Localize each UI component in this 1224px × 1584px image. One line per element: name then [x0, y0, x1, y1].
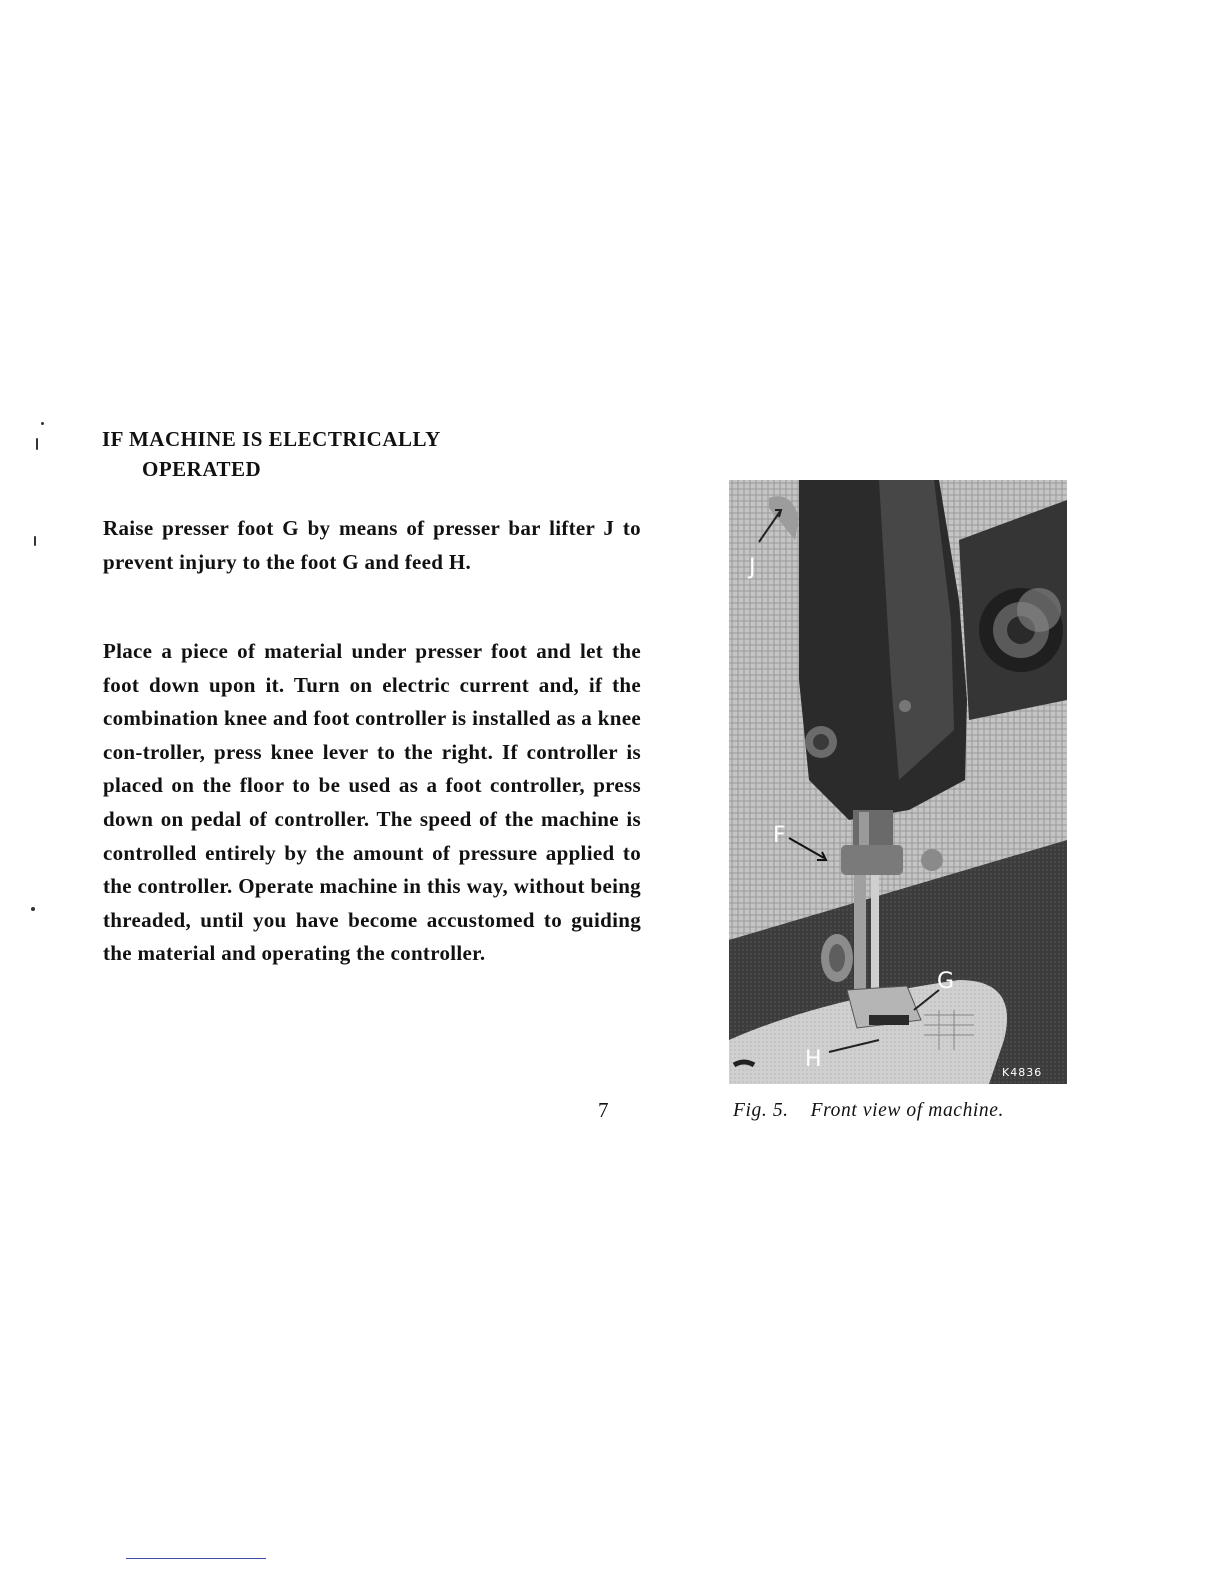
- section-heading: [102, 424, 642, 484]
- presser-bar: [854, 875, 866, 995]
- clamp-screw: [921, 849, 943, 871]
- label-j: J: [749, 555, 756, 580]
- paragraph-operate-controller: Place a piece of material under presser foot and let the foot down upon it. Turn on electric current and, if the combination knee and foot controller is installed as a knee con-troller, press knee lever to the right. If controller is placed on the floor to be used as a foot controller, press down on pedal of controller. The speed of the machine is controlled entirely by the amount of pressure applied to the controller. Operate machine in this way, without being threaded, until you have become accustomed to guiding the material and operating the controller.: [103, 639, 641, 966]
- heading-line-1: IF MACHINE IS ELECTRICALLY: [102, 427, 441, 451]
- scan-speck: [31, 907, 35, 911]
- figure-front-view-of-machine: [729, 480, 1067, 1084]
- image-code: K4836: [1002, 1066, 1043, 1079]
- label-g: G: [937, 969, 955, 994]
- scan-speck: [41, 422, 44, 425]
- machine-illustration: [729, 480, 1067, 1084]
- footnote-rule: [126, 1558, 266, 1559]
- figure-caption: [733, 1100, 1073, 1122]
- scan-speck: [36, 438, 38, 450]
- needle-clamp: [841, 845, 903, 875]
- paragraph-raise-presser-foot: Raise presser foot G by means of presser bar lifter J to prevent injury to the foot G and feed H.: [103, 516, 641, 574]
- caption-figure-number: Fig. 5.: [733, 1100, 789, 1121]
- caption-text: Front view of machine.: [810, 1100, 1005, 1121]
- label-f: F: [773, 823, 786, 848]
- needle: [871, 875, 879, 1000]
- heading-line-2: OPERATED: [142, 457, 262, 481]
- label-h: H: [805, 1047, 822, 1072]
- feed-dog: [869, 1015, 909, 1025]
- scan-speck: [34, 536, 36, 546]
- page-number: 7: [598, 1098, 609, 1122]
